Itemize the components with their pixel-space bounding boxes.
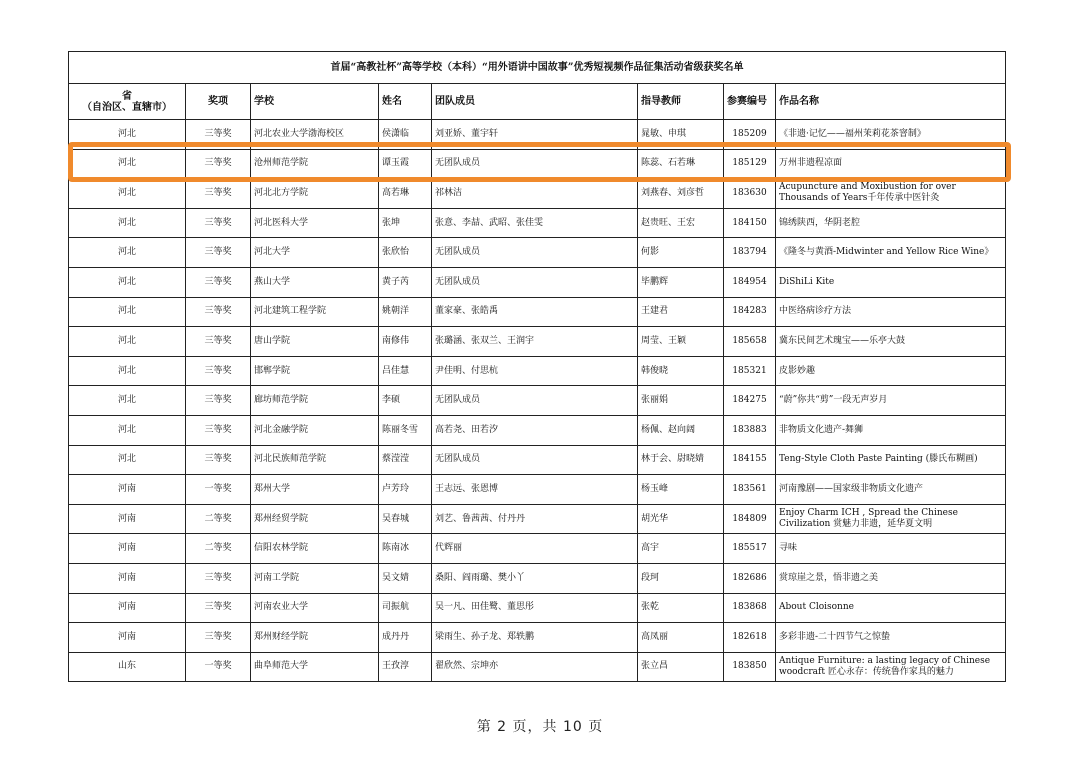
cell-team: 桑阳、阎雨璐、樊小丫 (432, 563, 638, 593)
cell-entry-no: 185517 (724, 534, 776, 564)
cell-school: 郑州财经学院 (251, 623, 379, 653)
cell-school: 河北医科大学 (251, 208, 379, 238)
cell-work: About Cloisonne (776, 593, 1006, 623)
cell-work: 赏琼崖之景，悟非遗之美 (776, 563, 1006, 593)
cell-province: 河北 (69, 267, 186, 297)
cell-work: 《隆冬与黄酒-Midwinter and Yellow Rice Wine》 (776, 238, 1006, 268)
cell-award: 三等奖 (186, 445, 251, 475)
page-footer: 第 2 页，共 10 页 (476, 719, 604, 735)
cell-name: 张欣怡 (379, 238, 432, 268)
cell-entry-no: 184150 (724, 208, 776, 238)
cell-advisor: 刘燕春、刘彦哲 (638, 179, 724, 209)
table-row (69, 208, 1006, 238)
cell-team: 吴一凡、田佳鹭、董思彤 (432, 593, 638, 623)
table-row (69, 386, 1006, 416)
cell-name: 黄子芮 (379, 267, 432, 297)
cell-name: 张坤 (379, 208, 432, 238)
cell-team: 张璐涵、张双兰、王润宇 (432, 327, 638, 357)
cell-school: 河南农业大学 (251, 593, 379, 623)
cell-work: 多彩非遗-二十四节气之惊蛰 (776, 623, 1006, 653)
cell-award: 三等奖 (186, 563, 251, 593)
cell-advisor: 张乾 (638, 593, 724, 623)
cell-name: 姚朝洋 (379, 297, 432, 327)
table-title: 首届“高教社杯”高等学校（本科）“用外语讲中国故事”优秀短视频作品征集活动省级获奖名单 (69, 52, 1006, 84)
cell-team: 代辉丽 (432, 534, 638, 564)
cell-province: 河北 (69, 120, 186, 150)
cell-award: 三等奖 (186, 267, 251, 297)
cell-team: 尹佳明、付思杭 (432, 356, 638, 386)
cell-team: 梁雨生、孙子龙、郑轶鹏 (432, 623, 638, 653)
cell-name: 侯潇临 (379, 120, 432, 150)
header-work: 作品名称 (776, 84, 1006, 120)
cell-name: 吴春城 (379, 504, 432, 534)
cell-name: 谭玉霞 (379, 149, 432, 179)
cell-work: Antique Furniture: a lasting legacy of Chinese woodcraft 匠心永存：传统鲁作家具的魅力 (776, 652, 1006, 682)
cell-entry-no: 184275 (724, 386, 776, 416)
cell-name: 卢芳玲 (379, 475, 432, 505)
cell-award: 三等奖 (186, 327, 251, 357)
cell-advisor: 何影 (638, 238, 724, 268)
cell-entry-no: 182686 (724, 563, 776, 593)
cell-advisor: 段珂 (638, 563, 724, 593)
cell-advisor: 毕鹏辉 (638, 267, 724, 297)
cell-advisor: 周莹、王颖 (638, 327, 724, 357)
cell-province: 河南 (69, 593, 186, 623)
cell-school: 唐山学院 (251, 327, 379, 357)
cell-advisor: 高宇 (638, 534, 724, 564)
cell-province: 河北 (69, 238, 186, 268)
award-table (68, 51, 1006, 682)
cell-work: DiShiLi Kite (776, 267, 1006, 297)
cell-work: Acupuncture and Moxibustion for over Thousands of Years千年传承中医针灸 (776, 179, 1006, 209)
cell-entry-no: 183868 (724, 593, 776, 623)
cell-advisor: 晁敏、申琪 (638, 120, 724, 150)
table-row (69, 327, 1006, 357)
table-row (69, 297, 1006, 327)
cell-name: 王孜淳 (379, 652, 432, 682)
cell-team: 无团队成员 (432, 238, 638, 268)
cell-award: 三等奖 (186, 297, 251, 327)
cell-team: 王志远、张恩博 (432, 475, 638, 505)
table-row (69, 623, 1006, 653)
cell-name: 司振航 (379, 593, 432, 623)
cell-name: 李硕 (379, 386, 432, 416)
cell-province: 河南 (69, 534, 186, 564)
cell-advisor: 韩俊晓 (638, 356, 724, 386)
cell-award: 一等奖 (186, 475, 251, 505)
table-row (69, 149, 1006, 179)
header-province (69, 84, 186, 120)
cell-work: 皮影妙趣 (776, 356, 1006, 386)
table-row (69, 475, 1006, 505)
cell-team: 翟欣然、宗坤亦 (432, 652, 638, 682)
award-table-container (68, 51, 1005, 682)
cell-entry-no: 183561 (724, 475, 776, 505)
cell-team: 祁林洁 (432, 179, 638, 209)
table-row (69, 356, 1006, 386)
cell-work: 《非遗·记忆——福州茉莉花茶窨制》 (776, 120, 1006, 150)
cell-school: 河北大学 (251, 238, 379, 268)
cell-team: 无团队成员 (432, 149, 638, 179)
table-row (69, 534, 1006, 564)
cell-team: 刘艺、鲁茜茜、付丹丹 (432, 504, 638, 534)
cell-name: 南修伟 (379, 327, 432, 357)
cell-team: 张意、李喆、武昭、张佳雯 (432, 208, 638, 238)
cell-school: 郑州经贸学院 (251, 504, 379, 534)
cell-award: 一等奖 (186, 652, 251, 682)
cell-name: 陈南冰 (379, 534, 432, 564)
cell-advisor: 林于会、尉晓婧 (638, 445, 724, 475)
cell-name: 吴文婧 (379, 563, 432, 593)
cell-school: 廊坊师范学院 (251, 386, 379, 416)
cell-school: 河南工学院 (251, 563, 379, 593)
cell-entry-no: 185658 (724, 327, 776, 357)
cell-team: 刘亚娇、董宇轩 (432, 120, 638, 150)
cell-province: 河南 (69, 475, 186, 505)
cell-award: 三等奖 (186, 623, 251, 653)
cell-entry-no: 184155 (724, 445, 776, 475)
cell-entry-no: 185321 (724, 356, 776, 386)
cell-work: Enjoy Charm ICH , Spread the Chinese Civilization 赏魅力非遗，延华夏文明 (776, 504, 1006, 534)
cell-award: 三等奖 (186, 120, 251, 150)
cell-advisor: 杨佩、赵向阔 (638, 415, 724, 445)
table-row (69, 563, 1006, 593)
cell-award: 三等奖 (186, 593, 251, 623)
cell-province: 河南 (69, 563, 186, 593)
cell-school: 河北金融学院 (251, 415, 379, 445)
cell-work: 万州非遗程凉面 (776, 149, 1006, 179)
header-school: 学校 (251, 84, 379, 120)
cell-name: 成丹丹 (379, 623, 432, 653)
table-title-row (69, 52, 1006, 84)
header-team: 团队成员 (432, 84, 638, 120)
cell-school: 河北北方学院 (251, 179, 379, 209)
cell-entry-no: 184283 (724, 297, 776, 327)
cell-entry-no: 184954 (724, 267, 776, 297)
cell-advisor: 王建君 (638, 297, 724, 327)
cell-school: 河北建筑工程学院 (251, 297, 379, 327)
cell-advisor: 赵贵旺、王宏 (638, 208, 724, 238)
cell-province: 河北 (69, 149, 186, 179)
cell-award: 三等奖 (186, 149, 251, 179)
cell-province: 河北 (69, 445, 186, 475)
cell-name: 高若琳 (379, 179, 432, 209)
cell-award: 二等奖 (186, 504, 251, 534)
cell-entry-no: 183794 (724, 238, 776, 268)
cell-school: 沧州师范学院 (251, 149, 379, 179)
cell-work: 寻味 (776, 534, 1006, 564)
cell-advisor: 张丽娟 (638, 386, 724, 416)
cell-school: 燕山大学 (251, 267, 379, 297)
cell-name: 吕佳慧 (379, 356, 432, 386)
cell-work: 河南豫剧——国家级非物质文化遗产 (776, 475, 1006, 505)
cell-entry-no: 185209 (724, 120, 776, 150)
cell-province: 河北 (69, 356, 186, 386)
table-row (69, 504, 1006, 534)
cell-work: 锦绣陕西，华阴老腔 (776, 208, 1006, 238)
cell-award: 三等奖 (186, 208, 251, 238)
cell-entry-no: 182618 (724, 623, 776, 653)
cell-name: 蔡滢滢 (379, 445, 432, 475)
cell-award: 三等奖 (186, 238, 251, 268)
cell-award: 三等奖 (186, 386, 251, 416)
cell-province: 河北 (69, 327, 186, 357)
cell-advisor: 张立昌 (638, 652, 724, 682)
cell-province: 河北 (69, 386, 186, 416)
cell-school: 河北农业大学渤海校区 (251, 120, 379, 150)
cell-school: 曲阜师范大学 (251, 652, 379, 682)
cell-entry-no: 183883 (724, 415, 776, 445)
cell-province: 河北 (69, 208, 186, 238)
table-row (69, 179, 1006, 209)
cell-team: 高若尧、田若汐 (432, 415, 638, 445)
cell-province: 河北 (69, 179, 186, 209)
cell-province: 山东 (69, 652, 186, 682)
cell-school: 河北民族师范学院 (251, 445, 379, 475)
cell-advisor: 胡光华 (638, 504, 724, 534)
table-row (69, 267, 1006, 297)
cell-province: 河南 (69, 623, 186, 653)
table-row (69, 415, 1006, 445)
cell-award: 三等奖 (186, 179, 251, 209)
cell-work: 中医络病诊疗方法 (776, 297, 1006, 327)
cell-work: 非物质文化遗产-舞狮 (776, 415, 1006, 445)
cell-team: 无团队成员 (432, 267, 638, 297)
cell-school: 邯郸学院 (251, 356, 379, 386)
table-row (69, 238, 1006, 268)
cell-award: 三等奖 (186, 356, 251, 386)
cell-award: 三等奖 (186, 415, 251, 445)
header-award: 奖项 (186, 84, 251, 120)
header-advisor: 指导教师 (638, 84, 724, 120)
table-header-row (69, 84, 1006, 120)
cell-work: 冀东民间艺术瑰宝——乐亭大鼓 (776, 327, 1006, 357)
header-province-line1: 省 (122, 90, 132, 102)
cell-award: 二等奖 (186, 534, 251, 564)
cell-school: 信阳农林学院 (251, 534, 379, 564)
cell-entry-no: 185129 (724, 149, 776, 179)
header-province-line2: （自治区、直辖市） (82, 101, 172, 113)
cell-work: “蔚”你共“剪”一段无声岁月 (776, 386, 1006, 416)
cell-team: 无团队成员 (432, 386, 638, 416)
cell-team: 董家豪、张皓禹 (432, 297, 638, 327)
cell-entry-no: 183850 (724, 652, 776, 682)
cell-entry-no: 184809 (724, 504, 776, 534)
cell-province: 河北 (69, 415, 186, 445)
table-row (69, 593, 1006, 623)
cell-province: 河北 (69, 297, 186, 327)
cell-work: Teng-Style Cloth Paste Painting (滕氏布糊画) (776, 445, 1006, 475)
cell-team: 无团队成员 (432, 445, 638, 475)
cell-advisor: 高凤丽 (638, 623, 724, 653)
cell-advisor: 陈蕊、石若琳 (638, 149, 724, 179)
table-row (69, 120, 1006, 150)
cell-province: 河南 (69, 504, 186, 534)
cell-entry-no: 183630 (724, 179, 776, 209)
cell-name: 陈丽冬雪 (379, 415, 432, 445)
cell-school: 郑州大学 (251, 475, 379, 505)
cell-advisor: 杨玉峰 (638, 475, 724, 505)
header-entry-no: 参赛编号 (724, 84, 776, 120)
header-name: 姓名 (379, 84, 432, 120)
table-row (69, 445, 1006, 475)
table-row (69, 652, 1006, 682)
